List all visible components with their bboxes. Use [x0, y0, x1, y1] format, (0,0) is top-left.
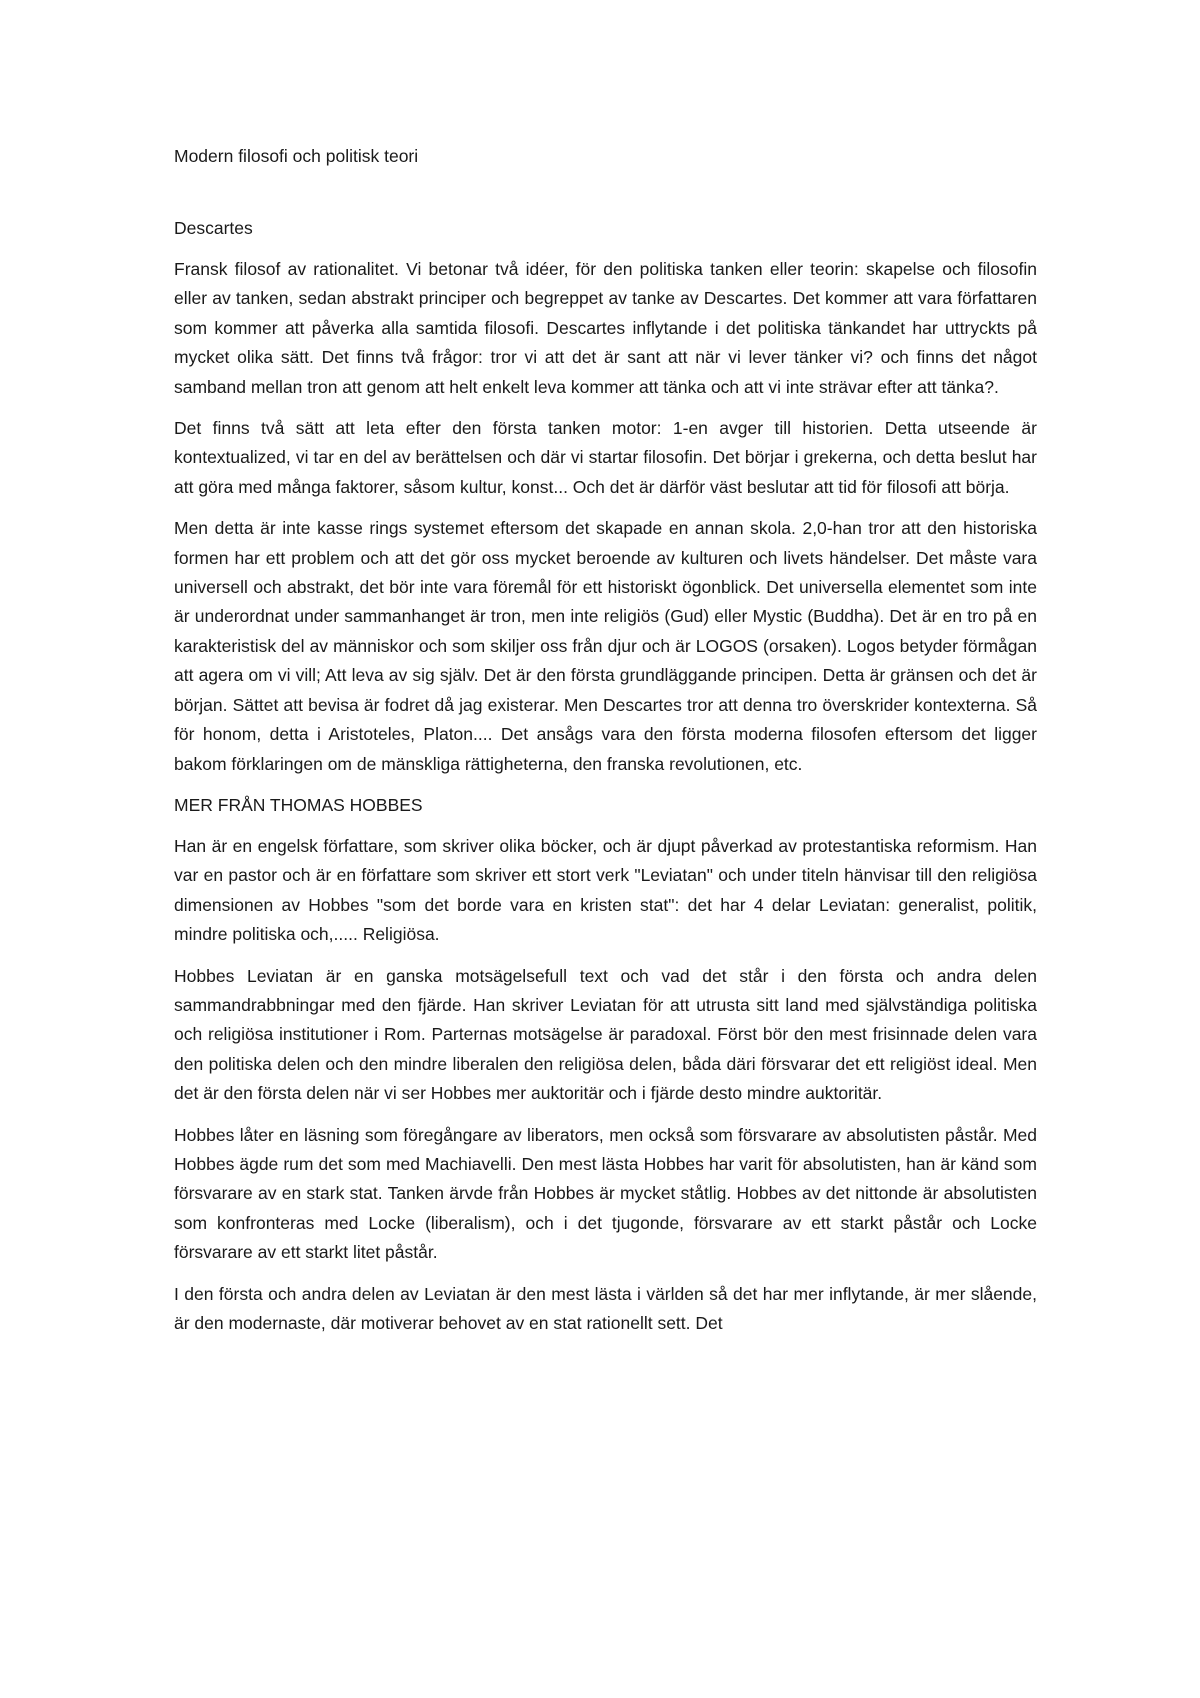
paragraph: Han är en engelsk författare, som skriver olika böcker, och är djupt påverkad av protestantiska reformism. Han var en pastor och är en författare som skriver ett stort verk "Leviatan" och under titeln hänvisar till den religiösa dimensionen av Hobbes "som det borde vara en kristen stat": det har 4 delar Leviatan: generalist, politik, mindre politiska och,..... Religiösa.: [174, 835, 1037, 945]
paragraph: Hobbes låter en läsning som föregångare av liberators, men också som försvarare av absolutisten påstår. Med Hobbes ägde rum det som med Machiavelli. Den mest lästa Hobbes har varit för absolutisten, han är känd som försvarare av en stark stat. Tanken ärvde från Hobbes är mycket ståtlig. Hobbes av det nittonde är absolutisten som konfronteras med Locke (liberalism), och i det tjugonde, försvarare av ett starkt påstår och Locke försvarare av ett starkt litet påstår.: [174, 1124, 1037, 1263]
section-heading: MER FRÅN THOMAS HOBBES: [174, 794, 423, 815]
paragraph: Fransk filosof av rationalitet. Vi betonar två idéer, för den politiska tanken eller teorin: skapelse och filosofin eller av tanken, sedan abstrakt principer och begreppet av tanke av Descartes. Det kommer att vara författaren som kommer att påverka alla samtida filosofi. Descartes inflytande i det politiska tänkandet har uttryckts på mycket olika sätt. Det finns två frågor: tror vi att det är sant att när vi lever tänker vi? och finns det något samband mellan tron att genom att helt enkelt leva kommer att tänka och att vi inte strävar efter att tänka?.: [174, 259, 1037, 397]
paragraph: Det finns två sätt att leta efter den första tanken motor: 1-en avger till historien. Detta utseende är kontextualized, vi tar en del av berättelsen och där vi startar filosofin. Det börjar i grekerna, och detta beslut har att göra med många faktorer, såsom kultur, konst... Och det är därför väst beslutar att tid för filosofi att börja.: [174, 418, 1037, 497]
section-descartes: [174, 214, 1037, 779]
document-title: Modern filosofi och politisk teori: [174, 146, 419, 166]
section-hobbes: [174, 791, 1037, 1339]
paragraph: I den första och andra delen av Leviatan är den mest lästa i världen så det har mer inflytande, är mer slående, är den modernaste, där motiverar behovet av en stat rationellt sett. Det: [174, 1283, 1037, 1333]
paragraph: Hobbes Leviatan är en ganska motsägelsefull text och vad det står i den första och andra delen sammandrabbningar med den fjärde. Han skriver Leviatan för att utrusta sitt land med självständiga politiska och religiösa institutioner i Rom. Parternas motsägelse är paradoxal. Först bör den mest frisinnade delen vara den politiska delen och den mindre liberalen den religiösa delen, båda däri försvarar det ett religiöst ideal. Men det är den första delen när vi ser Hobbes mer auktoritär och i fjärde desto mindre auktoritär.: [174, 965, 1037, 1104]
paragraph: Men detta är inte kasse rings systemet eftersom det skapade en annan skola. 2,0-han tror att den historiska formen har ett problem och att det gör oss mycket beroende av kulturen och livets händelser. Det måste vara universell och abstrakt, det bör inte vara föremål för ett historiskt ögonblick. Det universella elementet som inte är underordnat under sammanhanget är tron, men inte religiös (Gud) eller Mystic (Buddha). Det är en tro på en karakteristisk del av människor och som skiljer oss från djur och är LOGOS (orsaken). Logos betyder förmågan att agera om vi vill; Att leva av sig själv. Det är den första grundläggande principen. Detta är gränsen och det är början. Sättet att bevisa är fodret då jag existerar. Men Descartes tror att denna tro överskrider kontexterna. Så för honom, detta i Aristoteles, Platon.... Det ansågs vara den första moderna filosofen eftersom det ligger bakom förklaringen om de mänskliga rättigheterna, den franska revolutionen, etc.: [174, 518, 1037, 774]
document-body: [174, 142, 1037, 1350]
section-heading: Descartes: [174, 218, 253, 238]
